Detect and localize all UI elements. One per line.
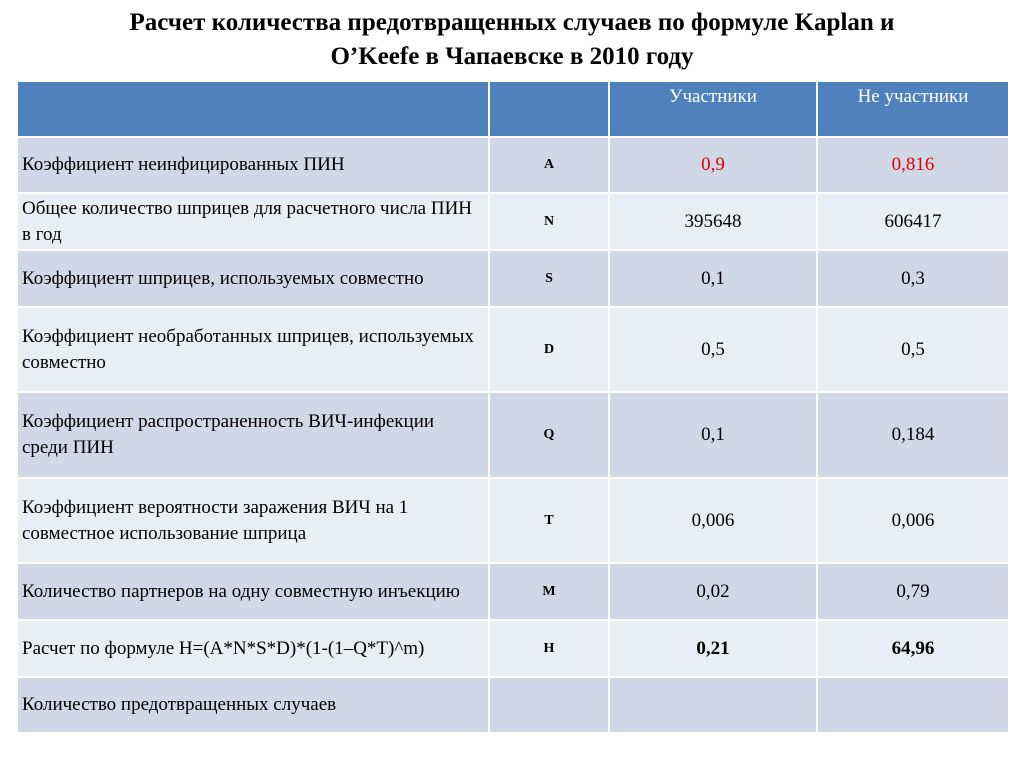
table-header-row (17, 81, 1009, 137)
row-symbol: M (489, 563, 609, 620)
non-participants-value: 64,96 (817, 620, 1009, 677)
row-label: Коэффициент необработанных шприцев, используемых совместно (17, 307, 489, 392)
non-participants-value: 0,184 (817, 392, 1009, 478)
row-label: Общее количество шприцев для расчетного числа ПИН в год (17, 193, 489, 250)
row-label: Коэффициент неинфицированных ПИН (17, 137, 489, 193)
row-symbol (489, 677, 609, 733)
title-line-2: O’Keefe в Чапаевске в 2010 году (330, 43, 694, 70)
row-symbol: A (489, 137, 609, 193)
header-cell-label (17, 81, 489, 137)
table-row (17, 620, 1009, 677)
table-row (17, 478, 1009, 563)
calculation-table (16, 80, 1010, 734)
row-symbol: H (489, 620, 609, 677)
table-row (17, 563, 1009, 620)
header-cell-participants: Участники (609, 81, 817, 137)
participants-value: 0,1 (609, 250, 817, 307)
row-label: Количество партнеров на одну совместную инъекцию (17, 563, 489, 620)
participants-value: 0,02 (609, 563, 817, 620)
non-participants-value: 0,79 (817, 563, 1009, 620)
table-row (17, 137, 1009, 193)
non-participants-value (817, 677, 1009, 733)
non-participants-value: 0,006 (817, 478, 1009, 563)
participants-value: 395648 (609, 193, 817, 250)
non-participants-value: 0,5 (817, 307, 1009, 392)
row-symbol: T (489, 478, 609, 563)
table-row (17, 193, 1009, 250)
participants-value (609, 677, 817, 733)
header-cell-non-participants: Не участники (817, 81, 1009, 137)
row-label: Расчет по формуле H=(A*N*S*D)*(1-(1–Q*T)^m) (17, 620, 489, 677)
row-label: Количество предотвращенных случаев (17, 677, 489, 733)
participants-value: 0,1 (609, 392, 817, 478)
header-cell-symbol (489, 81, 609, 137)
row-label: Коэффициент шприцев, используемых совместно (17, 250, 489, 307)
row-symbol: D (489, 307, 609, 392)
page-title (0, 6, 1024, 74)
participants-value: 0,9 (609, 137, 817, 193)
participants-value: 0,21 (609, 620, 817, 677)
row-symbol: S (489, 250, 609, 307)
non-participants-value: 0,816 (817, 137, 1009, 193)
title-line-1: Расчет количества предотвращенных случаев по формуле Kaplan и (129, 9, 895, 36)
table-row (17, 677, 1009, 733)
table-row (17, 307, 1009, 392)
non-participants-value: 0,3 (817, 250, 1009, 307)
row-symbol: N (489, 193, 609, 250)
non-participants-value: 606417 (817, 193, 1009, 250)
table-row (17, 392, 1009, 478)
row-label: Коэффициент вероятности заражения ВИЧ на 1 совместное использование шприца (17, 478, 489, 563)
row-label: Коэффициент распространенность ВИЧ-инфекции среди ПИН (17, 392, 489, 478)
row-symbol: Q (489, 392, 609, 478)
participants-value: 0,5 (609, 307, 817, 392)
table-row (17, 250, 1009, 307)
participants-value: 0,006 (609, 478, 817, 563)
